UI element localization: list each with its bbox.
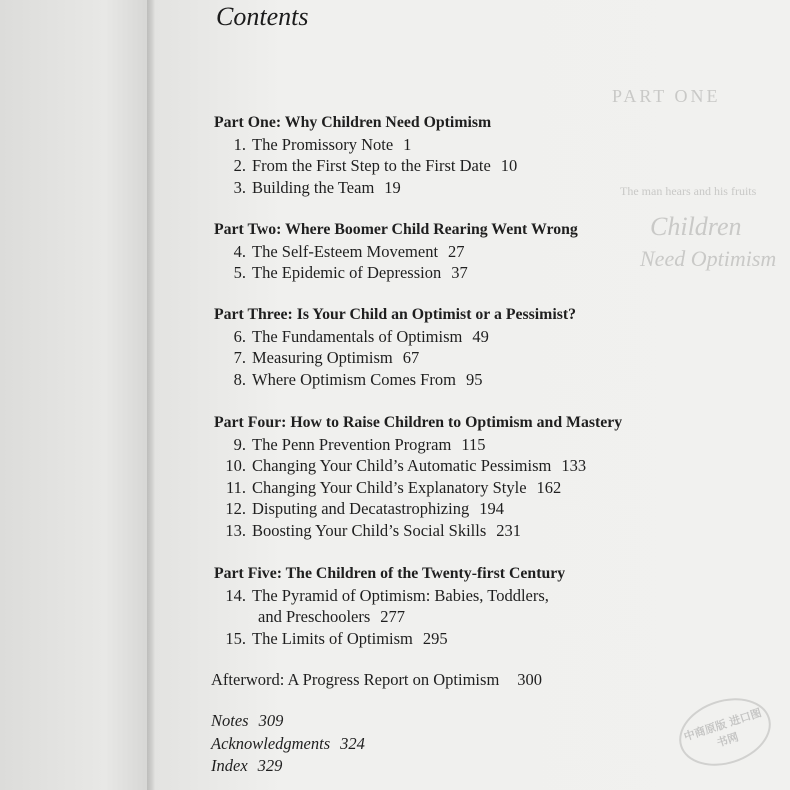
chapter-page-number: 162 bbox=[536, 477, 562, 497]
stamp-text: 中商原版 进口图书网 bbox=[682, 706, 764, 750]
chapter-entry bbox=[212, 242, 465, 262]
part-heading: Part Three: Is Your Child an Optimist or a Pessimist? bbox=[214, 306, 577, 323]
chapter-entry bbox=[212, 263, 468, 283]
part-heading: Part Four: How to Raise Children to Optimism and Mastery bbox=[214, 414, 623, 431]
back-matter-page-number: 324 bbox=[340, 734, 365, 753]
chapter-title: Building the Team bbox=[252, 177, 375, 197]
chapter-page-number: 231 bbox=[496, 520, 522, 540]
chapter-number: 7. bbox=[233, 348, 246, 367]
chapter-page-number: 67 bbox=[402, 348, 420, 367]
chapter-title-continued: and Preschoolers bbox=[258, 607, 371, 626]
chapter-number: 6. bbox=[233, 326, 246, 346]
part-heading: Part One: Why Children Need Optimism bbox=[214, 114, 492, 131]
left-page bbox=[0, 0, 150, 790]
chapter-title: Changing Your Child’s Automatic Pessimism bbox=[252, 456, 552, 475]
chapter-title: Where Optimism Comes From bbox=[252, 369, 456, 389]
chapter-page-number: 194 bbox=[479, 499, 504, 518]
chapter-title: The Limits of Optimism bbox=[252, 628, 413, 648]
chapter-entry bbox=[212, 521, 521, 541]
back-matter-entry bbox=[211, 734, 365, 754]
chapter-entry bbox=[212, 135, 411, 155]
afterword-title: Afterword: A Progress Report on Optimism bbox=[211, 670, 500, 689]
bleed-through-line3: Need Optimism bbox=[640, 246, 777, 271]
chapter-entry bbox=[212, 499, 504, 519]
chapter-number: 11. bbox=[225, 477, 246, 497]
afterword-page-number: 300 bbox=[517, 670, 543, 689]
chapter-entry bbox=[212, 370, 482, 390]
part-heading: Part Five: The Children of the Twenty-first Century bbox=[214, 565, 566, 582]
chapter-entry bbox=[212, 586, 549, 606]
chapter-entry bbox=[212, 348, 419, 368]
chapter-title: The Self-Esteem Movement bbox=[252, 241, 439, 261]
afterword-entry bbox=[211, 670, 542, 690]
chapter-title: The Promissory Note bbox=[252, 134, 394, 154]
back-matter-title: Index bbox=[211, 756, 248, 775]
chapter-page-number: 133 bbox=[561, 456, 587, 475]
chapter-number: 13. bbox=[225, 520, 246, 540]
chapter-title: The Penn Prevention Program bbox=[252, 434, 452, 454]
chapter-number: 10. bbox=[225, 456, 246, 475]
chapter-title: From the First Step to the First Date bbox=[252, 156, 491, 175]
chapter-entry bbox=[212, 327, 489, 347]
chapter-page-number: 10 bbox=[500, 156, 518, 175]
chapter-number: 2. bbox=[233, 156, 246, 175]
chapter-title: The Pyramid of Optimism: Babies, Toddlers, bbox=[252, 585, 549, 605]
chapter-page-number: 49 bbox=[472, 326, 489, 346]
chapter-entry bbox=[212, 435, 485, 455]
chapter-number: 4. bbox=[233, 241, 246, 261]
back-matter-title: Acknowledgments bbox=[211, 734, 331, 753]
chapter-title: Changing Your Child’s Explanatory Style bbox=[252, 477, 527, 497]
chapter-title: The Fundamentals of Optimism bbox=[252, 326, 463, 346]
chapter-page-number: 37 bbox=[451, 263, 468, 282]
chapter-page-number: 1 bbox=[403, 134, 412, 154]
chapter-entry-continued bbox=[258, 607, 405, 627]
bleed-through-line2: Children bbox=[650, 212, 742, 241]
chapter-number: 8. bbox=[233, 369, 246, 389]
back-matter-entry bbox=[211, 711, 283, 731]
chapter-number: 15. bbox=[225, 628, 246, 648]
bleed-through-line1: The man hears and his fruits bbox=[620, 184, 757, 198]
chapter-page-number: 19 bbox=[384, 177, 401, 197]
bleed-through-heading: PART ONE bbox=[612, 86, 721, 106]
chapter-page-number: 277 bbox=[380, 607, 406, 626]
chapter-entry bbox=[212, 156, 517, 176]
back-matter-page-number: 329 bbox=[257, 756, 283, 775]
chapter-title: Boosting Your Child’s Social Skills bbox=[252, 520, 487, 540]
part-heading: Part Two: Where Boomer Child Rearing Went Wrong bbox=[214, 221, 578, 238]
chapter-number: 3. bbox=[233, 177, 246, 197]
book-gutter bbox=[147, 0, 155, 790]
chapter-title: Disputing and Decatastrophizing bbox=[252, 499, 470, 518]
chapter-page-number: 95 bbox=[465, 369, 483, 389]
chapter-page-number: 115 bbox=[461, 434, 486, 454]
chapter-page-number: 295 bbox=[422, 628, 448, 648]
chapter-number: 12. bbox=[225, 499, 246, 518]
chapter-title: Measuring Optimism bbox=[252, 348, 393, 367]
chapter-number: 5. bbox=[233, 263, 246, 282]
back-matter-entry bbox=[211, 756, 282, 776]
chapter-entry bbox=[212, 456, 586, 476]
chapter-number: 14. bbox=[225, 585, 246, 605]
chapter-entry bbox=[212, 478, 561, 498]
back-matter-title: Notes bbox=[211, 711, 249, 730]
chapter-number: 9. bbox=[233, 434, 246, 454]
chapter-entry bbox=[212, 629, 448, 649]
contents-title: Contents bbox=[216, 2, 309, 31]
chapter-entry bbox=[212, 178, 401, 198]
chapter-title: The Epidemic of Depression bbox=[252, 263, 442, 282]
back-matter-page-number: 309 bbox=[258, 711, 284, 730]
chapter-number: 1. bbox=[233, 134, 246, 154]
chapter-page-number: 27 bbox=[448, 241, 465, 261]
